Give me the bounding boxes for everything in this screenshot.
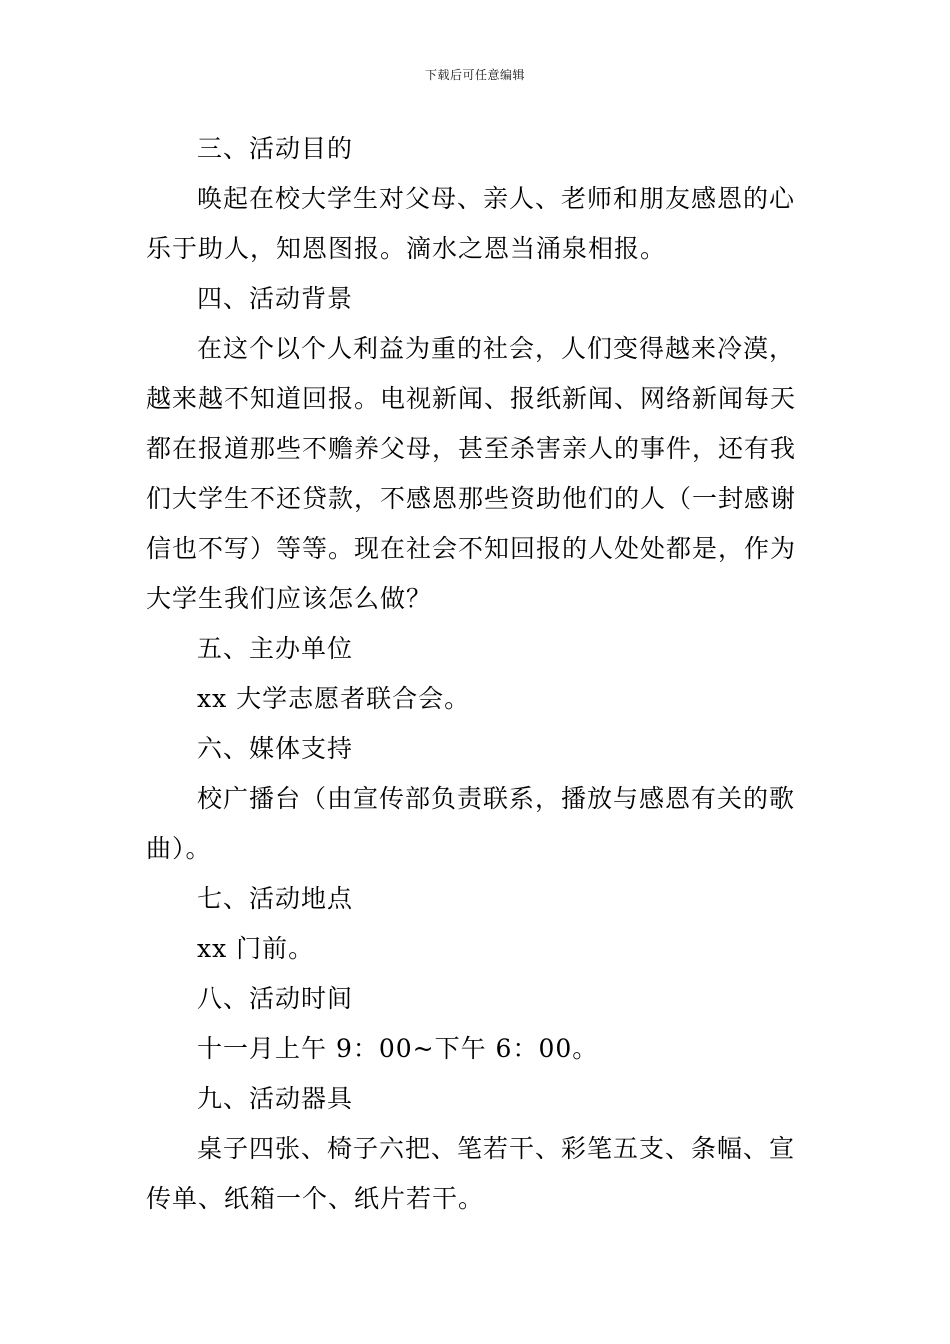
paragraph-line: 桌子四张、椅子六把、笔若干、彩笔五支、条幅、宣 bbox=[197, 1134, 796, 1163]
paragraph-line: 传单、纸箱一个、纸片若干。 bbox=[146, 1184, 485, 1213]
paragraph-line: 信也不写）等等。现在社会不知回报的人处处都是，作为 bbox=[146, 534, 797, 563]
paragraph-line: 唤起在校大学生对父母、亲人、老师和朋友感恩的心 bbox=[197, 184, 796, 213]
section-heading-media: 六、媒体支持 bbox=[197, 734, 354, 763]
paragraph-line: 都在报道那些不赡养父母，甚至杀害亲人的事件，还有我 bbox=[146, 434, 797, 463]
paragraph-line: xx 门前。 bbox=[197, 934, 315, 963]
section-heading-organizer: 五、主办单位 bbox=[197, 634, 354, 663]
paragraph-line: 越来越不知道回报。电视新闻、报纸新闻、网络新闻每天 bbox=[146, 384, 797, 413]
paragraph-line: 在这个以个人利益为重的社会，人们变得越来冷漠， bbox=[197, 334, 796, 363]
paragraph-line: 们大学生不还贷款，不感恩那些资助他们的人（一封感谢 bbox=[146, 484, 797, 513]
paragraph-line: 十一月上午 9：00~下午 6：00。 bbox=[197, 1034, 599, 1063]
header-note: 下载后可任意编辑 bbox=[424, 68, 525, 82]
paragraph-line: 校广播台（由宣传部负责联系，播放与感恩有关的歌 bbox=[197, 784, 796, 813]
paragraph-line: 大学生我们应该怎么做？ bbox=[146, 584, 433, 613]
section-heading-purpose: 三、活动目的 bbox=[197, 134, 354, 163]
section-heading-time: 八、活动时间 bbox=[197, 984, 354, 1013]
paragraph-line: 乐于助人，知恩图报。滴水之恩当涌泉相报。 bbox=[146, 234, 667, 263]
section-heading-location: 七、活动地点 bbox=[197, 884, 354, 913]
paragraph-line: xx 大学志愿者联合会。 bbox=[197, 684, 471, 713]
section-heading-background: 四、活动背景 bbox=[197, 284, 354, 313]
document-body bbox=[146, 124, 812, 1224]
paragraph-line: 曲）。 bbox=[146, 834, 212, 863]
section-heading-equipment: 九、活动器具 bbox=[197, 1084, 354, 1113]
